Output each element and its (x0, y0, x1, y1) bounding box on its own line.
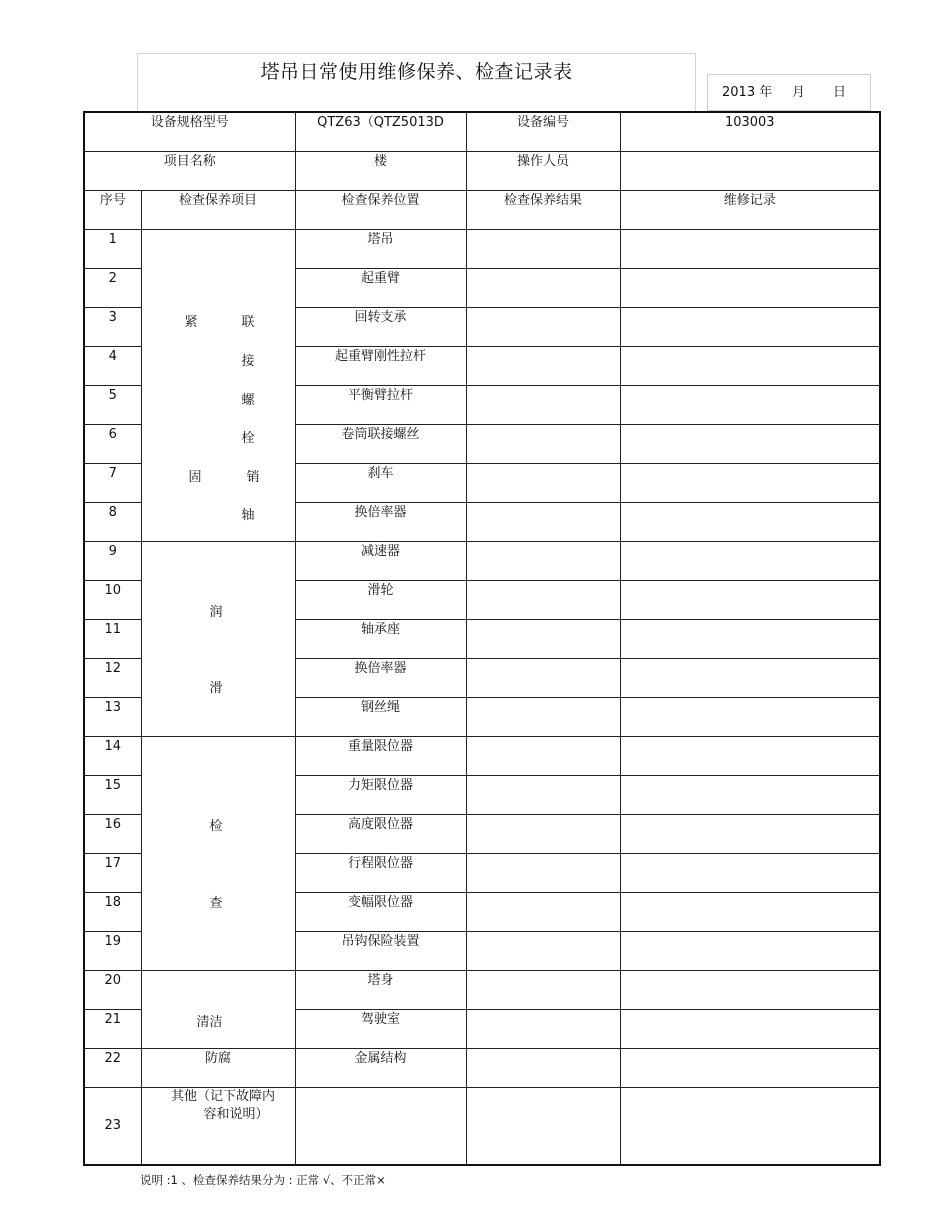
row-location: 钢丝绳 (295, 698, 466, 737)
col-header-no: 序号 (84, 191, 141, 230)
row-result[interactable] (466, 893, 620, 932)
row-repair[interactable] (620, 503, 880, 542)
group-char: 接 (241, 354, 255, 369)
row-no: 21 (84, 1010, 141, 1049)
row-result[interactable] (466, 269, 620, 308)
row-no: 20 (84, 971, 141, 1010)
row-result[interactable] (466, 971, 620, 1010)
col-header-repair: 维修记录 (620, 191, 880, 230)
row-result[interactable] (466, 230, 620, 269)
group-char: 栓 (241, 431, 255, 446)
group-char: 紧 (184, 315, 198, 330)
row-repair[interactable] (620, 932, 880, 971)
row-no: 16 (84, 815, 141, 854)
row-location: 塔身 (295, 971, 466, 1010)
row-repair[interactable] (620, 230, 880, 269)
row-location: 换倍率器 (295, 503, 466, 542)
row-result[interactable] (466, 425, 620, 464)
number-label-cell: 设备编号 (466, 112, 620, 152)
model-value-cell[interactable]: QTZ63（QTZ5013D (295, 112, 466, 152)
group-char: 查 (209, 896, 223, 911)
group-fastening (141, 230, 295, 542)
row-no: 7 (84, 464, 141, 503)
row-location: 平衡臂拉杆 (295, 386, 466, 425)
operator-label-cell: 操作人员 (466, 152, 620, 191)
row-result[interactable] (466, 308, 620, 347)
group-other (141, 1088, 295, 1166)
project-label-cell: 项目名称 (84, 152, 295, 191)
row-result[interactable] (466, 776, 620, 815)
row-repair[interactable] (620, 581, 880, 620)
row-repair[interactable] (620, 971, 880, 1010)
row-repair[interactable] (620, 620, 880, 659)
row-location: 驾驶室 (295, 1010, 466, 1049)
model-label-cell: 设备规格型号 (84, 112, 295, 152)
table-row (84, 230, 880, 269)
row-no: 3 (84, 308, 141, 347)
row-location[interactable] (295, 1088, 466, 1166)
row-repair[interactable] (620, 893, 880, 932)
group-char: 螺 (241, 393, 255, 408)
row-result[interactable] (466, 815, 620, 854)
other-line2: 容和说明） (203, 1107, 269, 1122)
row-repair[interactable] (620, 815, 880, 854)
row-no: 8 (84, 503, 141, 542)
row-no: 17 (84, 854, 141, 893)
group-cleaning (141, 971, 295, 1049)
row-location: 行程限位器 (295, 854, 466, 893)
row-repair[interactable] (620, 1010, 880, 1049)
row-no: 4 (84, 347, 141, 386)
group-char: 检 (209, 819, 223, 834)
row-location: 换倍率器 (295, 659, 466, 698)
operator-value-cell[interactable] (620, 152, 880, 191)
row-location: 起重臂 (295, 269, 466, 308)
row-repair[interactable] (620, 854, 880, 893)
table-row (84, 1088, 880, 1166)
col-header-location: 检查保养位置 (295, 191, 466, 230)
row-no: 10 (84, 581, 141, 620)
row-location: 金属结构 (295, 1049, 466, 1088)
row-location: 减速器 (295, 542, 466, 581)
row-result[interactable] (466, 854, 620, 893)
group-char: 润 (209, 605, 223, 620)
row-result[interactable] (466, 698, 620, 737)
row-no: 6 (84, 425, 141, 464)
row-repair[interactable] (620, 386, 880, 425)
row-no: 1 (84, 230, 141, 269)
row-result[interactable] (466, 737, 620, 776)
row-repair[interactable] (620, 269, 880, 308)
col-header-result: 检查保养结果 (466, 191, 620, 230)
row-result[interactable] (466, 1049, 620, 1088)
row-repair[interactable] (620, 308, 880, 347)
row-location: 刹车 (295, 464, 466, 503)
row-no: 11 (84, 620, 141, 659)
table-row (84, 737, 880, 776)
row-no: 2 (84, 269, 141, 308)
row-location: 变幅限位器 (295, 893, 466, 932)
other-line1: 其他（记下故障内 (171, 1089, 276, 1104)
row-location: 塔吊 (295, 230, 466, 269)
group-char: 固 (188, 470, 202, 485)
table-row (84, 971, 880, 1010)
row-repair[interactable] (620, 347, 880, 386)
row-no: 23 (84, 1088, 141, 1166)
row-no: 12 (84, 659, 141, 698)
row-result[interactable] (466, 503, 620, 542)
row-repair[interactable] (620, 737, 880, 776)
project-value-cell[interactable]: 楼 (295, 152, 466, 191)
row-repair[interactable] (620, 1049, 880, 1088)
row-location: 滑轮 (295, 581, 466, 620)
date-month: 月 (792, 85, 806, 100)
group-anticorrosion: 防腐 (141, 1049, 295, 1088)
row-repair[interactable] (620, 1088, 880, 1166)
row-result[interactable] (466, 620, 620, 659)
row-result[interactable] (466, 542, 620, 581)
row-repair[interactable] (620, 542, 880, 581)
row-no: 18 (84, 893, 141, 932)
row-location: 力矩限位器 (295, 776, 466, 815)
row-no: 22 (84, 1049, 141, 1088)
group-char: 联 (241, 315, 255, 330)
maintenance-table (83, 111, 881, 1166)
col-header-item: 检查保养项目 (141, 191, 295, 230)
row-no: 19 (84, 932, 141, 971)
row-no: 9 (84, 542, 141, 581)
date-day: 日 (833, 85, 847, 100)
group-char: 轴 (241, 508, 255, 523)
row-result[interactable] (466, 932, 620, 971)
date-box[interactable] (707, 74, 871, 111)
row-location: 回转支承 (295, 308, 466, 347)
row-location: 轴承座 (295, 620, 466, 659)
row-result[interactable] (466, 386, 620, 425)
row-location: 高度限位器 (295, 815, 466, 854)
row-result[interactable] (466, 659, 620, 698)
row-no: 13 (84, 698, 141, 737)
number-value-cell[interactable]: 103003 (620, 112, 880, 152)
group-lubrication (141, 542, 295, 737)
row-no: 14 (84, 737, 141, 776)
group-label: 清洁 (196, 1015, 223, 1030)
group-char: 滑 (209, 681, 223, 696)
row-repair[interactable] (620, 464, 880, 503)
row-repair[interactable] (620, 659, 880, 698)
row-no: 15 (84, 776, 141, 815)
form-title: 塔吊日常使用维修保养、检查记录表 (260, 61, 573, 83)
header-row-model (84, 112, 880, 152)
column-header-row (84, 191, 880, 230)
row-location: 重量限位器 (295, 737, 466, 776)
table-row (84, 542, 880, 581)
row-no: 5 (84, 386, 141, 425)
row-repair[interactable] (620, 698, 880, 737)
row-result[interactable] (466, 1010, 620, 1049)
table-row (84, 1049, 880, 1088)
row-result[interactable] (466, 1088, 620, 1166)
row-location: 卷筒联接螺丝 (295, 425, 466, 464)
row-repair[interactable] (620, 776, 880, 815)
title-box (137, 53, 696, 111)
row-repair[interactable] (620, 425, 880, 464)
row-location: 起重臂刚性拉杆 (295, 347, 466, 386)
row-location: 吊钩保险装置 (295, 932, 466, 971)
header-row-project (84, 152, 880, 191)
row-result[interactable] (466, 581, 620, 620)
date-year: 2013 年 (722, 85, 773, 100)
row-result[interactable] (466, 347, 620, 386)
group-inspection (141, 737, 295, 971)
group-char: 销 (246, 470, 260, 485)
row-result[interactable] (466, 464, 620, 503)
footnote: 说明 :1 、检查保养结果分为 : 正常 √、不正常× (140, 1173, 386, 1187)
